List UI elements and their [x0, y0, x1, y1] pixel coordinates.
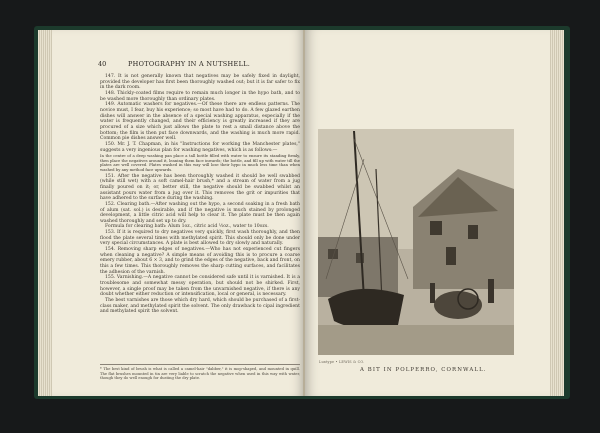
left-page	[52, 30, 305, 396]
footnote: * The best kind of brush is what is called a camel-hair "dabber," it is mop-shaped, and mounted in quill. The flat brushes mounted in tin are very liable to scratch the negative when used in this way with water, though they do well enough for dusting the dry plate.	[100, 364, 300, 381]
page-number: 40	[98, 60, 107, 68]
paragraph: 153. If it is required to dry negatives very quickly, first wash thoroughly, and then flood the plate several times with methylated spirit. This should only be done under very special circumstances. A plate is best allowed to dry slowly and naturally.	[100, 230, 300, 247]
paragraph: 151. After the negative has been thoroughly washed it should be well swabbed (while still wet) with a soft camel-hair brush,* and a stream of water from a jug finally poured on it; or, better still, the negative should be swabbed whilst an assistant pours water from a jug over it. This removes the grit or impurities that have adhered to the surface during the washing.	[100, 173, 300, 202]
paragraph: 154. Removing sharp edges of negatives.—Who has not experienced cut fingers when cleaning a negative? A simple means of avoiding this is to procure a coarse emery rubber, about 6 × 3, and to grind the edges of the negative, back and front, on this a few times. This thoroughly removes the sharp cutting surfaces, and facilitates the adhesion of the varnish.	[100, 247, 300, 275]
page-header	[98, 60, 298, 70]
paragraph: 155. Varnishing.—A negative cannot be considered safe until it is varnished. It is a troublesome and somewhat messy operation, but should not be shirked. First, however, a single proof may be taken from the unvarnished negative, if there is any doubt whether either reduction or intensification, local or general, is necessary.	[100, 275, 300, 298]
photo-caption: A BIT IN POLPERRO, CORNWALL.	[360, 367, 487, 373]
page-edges-right	[548, 30, 564, 396]
paragraph: Formula for clearing bath: Alum 1oz., citric acid ½oz., water to 10ozs.	[105, 224, 269, 230]
paragraph: The best varnishes are those which dry hard, which should be purchased of a first-class maker, and methylated spirit the solvent. The only drawback to cipal ingredient and methylated spirit the solvent.	[100, 298, 300, 315]
paragraph: 148. Thickly-coated films require to remain much longer in the hypo bath, and to be washed more thoroughly than ordinary plates.	[100, 90, 300, 102]
body-text	[100, 74, 300, 315]
right-page	[305, 30, 550, 396]
paragraph: 152. Clearing bath.—After washing out the hypo, a second soaking in a fresh bath of alum (sat. sol.) is desirable, and if the negative is much stained by prolonged development, a little citric acid will help to clear it. The plate must be then again washed thoroughly and set up to dry.	[100, 201, 300, 224]
harbour-photograph	[318, 129, 514, 355]
paragraph: 149. Automatic washers for negatives.—Of these there are endless patterns. The novice must, I fear, buy his experience; so most have had to do. A few glazed earthen dishes will answer in the absence of a special washing apparatus, especially if the water is frequently changed, and their efficiency is greatly increased if they are procured of a size which just allows the plate to rest a small distance above the bottom; the film is then put face downwards, and the washing is much more rapid. Common pie dishes answer well.	[100, 102, 300, 142]
photo-illustration	[318, 129, 514, 355]
running-title: PHOTOGRAPHY IN A NUTSHELL.	[128, 60, 251, 68]
quoted-instructions: In the centre of a deep washing pan place a tall bottle filled with water to ensure its standing firmly, then place the negatives around it, leaning them face inwards; the bottle, and fill up with water till the plates are well covered. Plates washed in this way will lose their hypo in much less time than when washed by any method face upwards.	[100, 153, 300, 172]
photo-credit: Luxtype • LEWIS & CO.	[319, 360, 365, 364]
paragraph: 147. It is not generally known that negatives may be safely fixed in daylight, provided the developer has first been thoroughly washed out; but it is far safer to fix in the dark room.	[100, 74, 300, 91]
paragraph: 150. Mr. J. T. Chapman, in his "Instructions for working the Manchester plates," suggests a very ingenious plan for washing negatives, which is as follows:—	[100, 141, 300, 153]
